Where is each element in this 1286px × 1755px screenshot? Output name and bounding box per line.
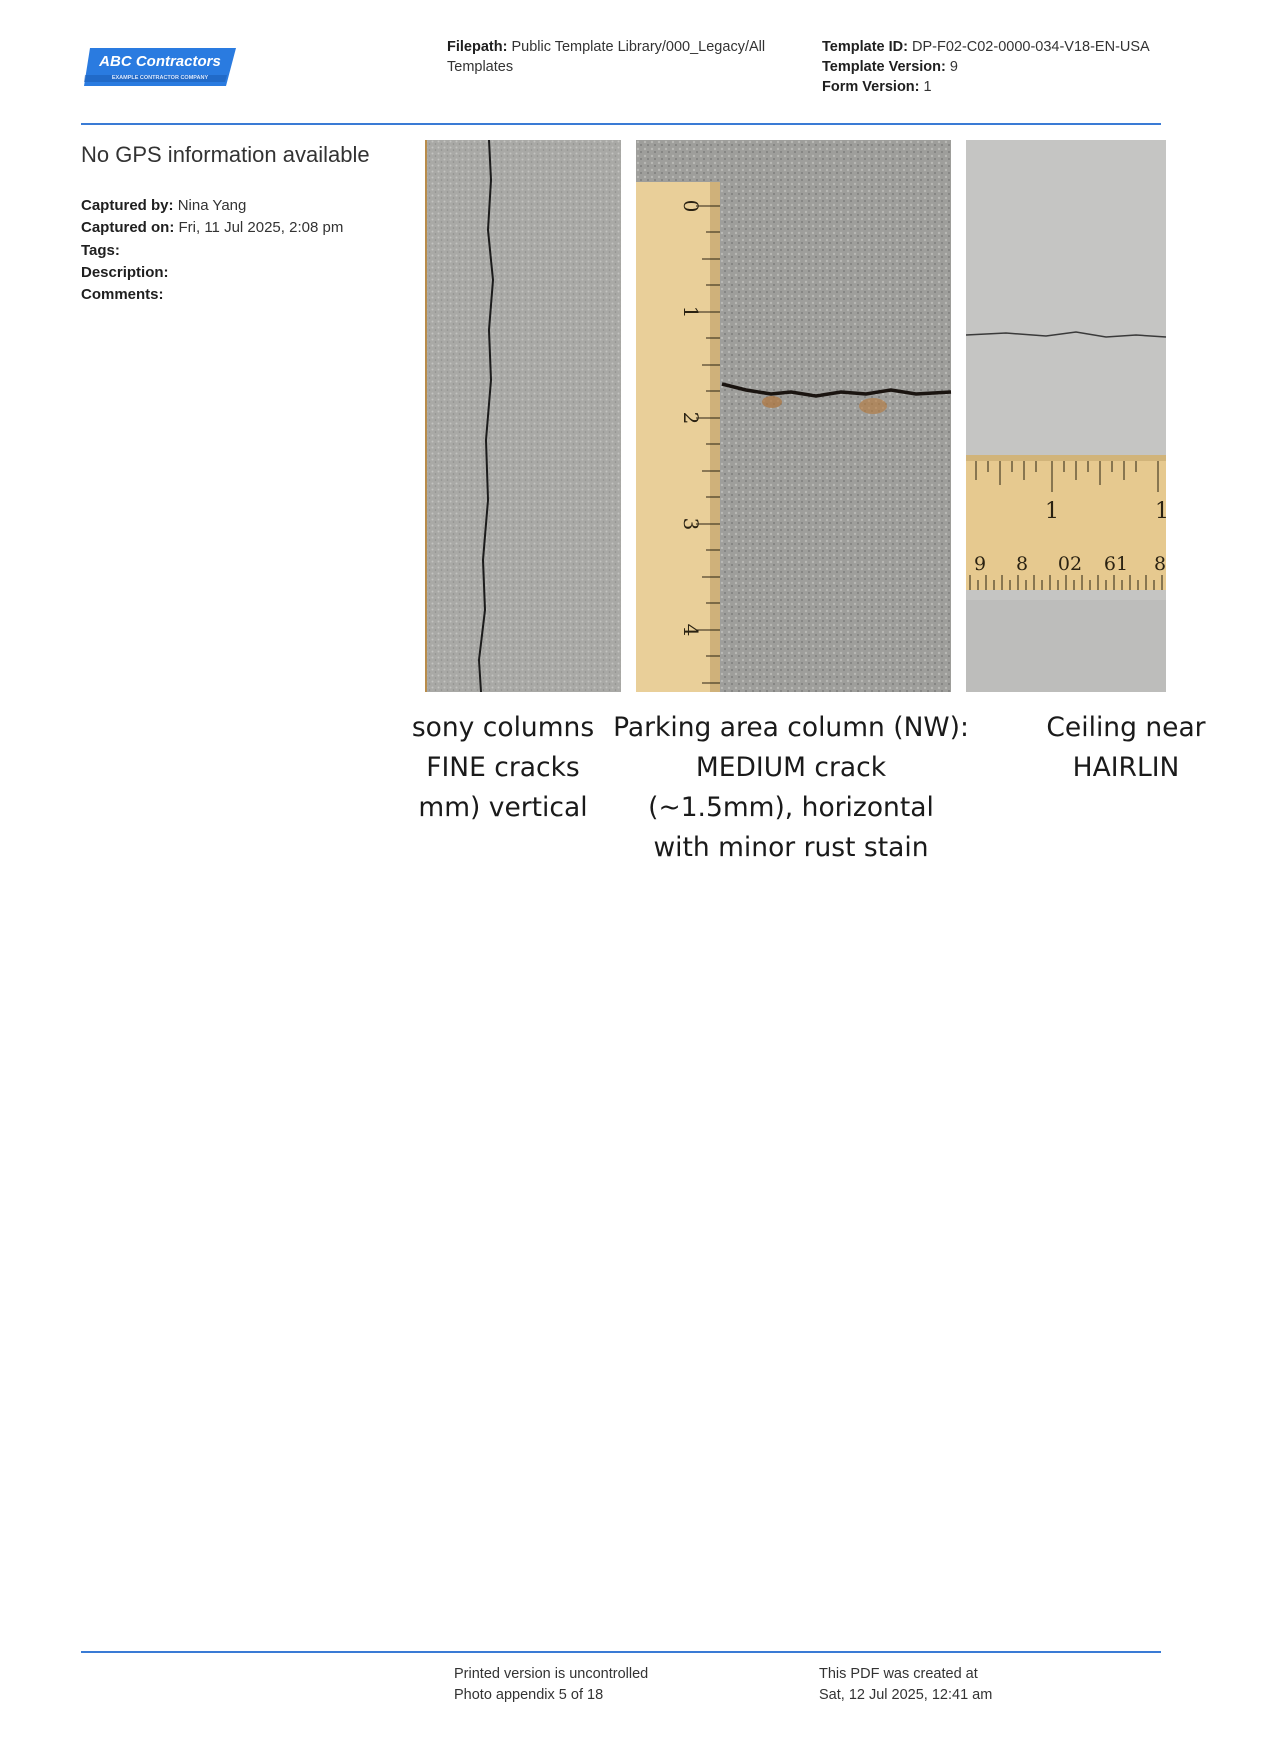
tags-label: Tags: bbox=[81, 241, 120, 259]
ruler-bottom-number-4: 61 bbox=[1103, 553, 1129, 575]
footer-divider bbox=[81, 1651, 1161, 1653]
ruler-number-0: 0 bbox=[679, 199, 703, 213]
tags-row bbox=[81, 240, 343, 262]
comments-row bbox=[81, 284, 343, 306]
logo-name: ABC Contractors bbox=[99, 53, 221, 70]
photo-strip bbox=[411, 140, 1206, 863]
captured-by-label: Captured by: bbox=[81, 197, 174, 214]
photo-vertical-crack[interactable] bbox=[425, 140, 621, 692]
ruler-bottom-number-2: 8 bbox=[1015, 553, 1029, 575]
logo-tagline: EXAMPLE CONTRACTOR COMPANY bbox=[111, 75, 209, 81]
created-label: This PDF was created at bbox=[819, 1666, 978, 1682]
company-logo bbox=[82, 46, 238, 90]
ruler-bottom-number-5: 8 bbox=[1153, 553, 1167, 575]
description-label: Description: bbox=[81, 263, 169, 281]
footer-left bbox=[454, 1664, 648, 1706]
uncontrolled-note: Printed version is uncontrolled bbox=[454, 1666, 649, 1682]
captured-on-row bbox=[81, 217, 343, 239]
comments-label: Comments: bbox=[81, 286, 164, 304]
captured-by-value: Nina Yang bbox=[177, 197, 247, 214]
template-info bbox=[822, 37, 1222, 97]
photo-caption: Ceiling near HAIRLIN bbox=[1046, 712, 1206, 783]
gps-status: No GPS information available bbox=[81, 142, 370, 167]
template-id-value: DP-F02-C02-0000-034-V18-EN-USA bbox=[911, 39, 1150, 55]
form-version-row bbox=[822, 77, 1222, 97]
ruler-number-3: 3 bbox=[679, 517, 703, 531]
photo-caption: sony columns FINE cracks mm) vertical bbox=[411, 712, 595, 823]
captured-on-value: Fri, 11 Jul 2025, 2:08 pm bbox=[178, 219, 344, 237]
ruler-top-number-2: 1 bbox=[1155, 499, 1169, 524]
photo-ceiling-crack[interactable] bbox=[966, 140, 1169, 692]
capture-details bbox=[81, 195, 343, 306]
ruler-bottom-number-3: 02 bbox=[1057, 553, 1083, 575]
captured-by-row bbox=[81, 195, 343, 217]
template-version-value: 9 bbox=[949, 59, 958, 75]
ruler-top-number-1: 1 bbox=[1045, 499, 1059, 524]
photo-horizontal-crack[interactable] bbox=[636, 140, 951, 692]
form-version-label: Form Version: bbox=[822, 79, 920, 95]
footer-right bbox=[819, 1664, 992, 1706]
filepath-value: Public Template Library/000_Legacy/All Templates bbox=[447, 39, 766, 75]
header-divider bbox=[81, 123, 1161, 125]
template-version-row bbox=[822, 57, 1222, 77]
template-id-label: Template ID: bbox=[822, 39, 908, 55]
captured-on-label: Captured on: bbox=[81, 219, 175, 237]
ruler-number-1: 1 bbox=[679, 305, 703, 319]
template-version-label: Template Version: bbox=[822, 59, 946, 75]
ruler-number-2: 2 bbox=[679, 411, 703, 425]
filepath-info bbox=[447, 37, 797, 77]
ruler-number-4: 4 bbox=[679, 623, 703, 637]
filepath-label: Filepath: bbox=[447, 39, 508, 55]
page-counter: Photo appendix 5 of 18 bbox=[454, 1687, 604, 1703]
photo-caption: Parking area column (NW): MEDIUM crack (~1.5mm), horizontal with minor rust stain bbox=[613, 712, 969, 863]
created-timestamp: Sat, 12 Jul 2025, 12:41 am bbox=[819, 1687, 993, 1703]
ruler-bottom-number-1: 9 bbox=[973, 553, 987, 575]
description-row bbox=[81, 262, 343, 284]
form-version-value: 1 bbox=[923, 79, 932, 95]
template-id-row bbox=[822, 37, 1222, 57]
